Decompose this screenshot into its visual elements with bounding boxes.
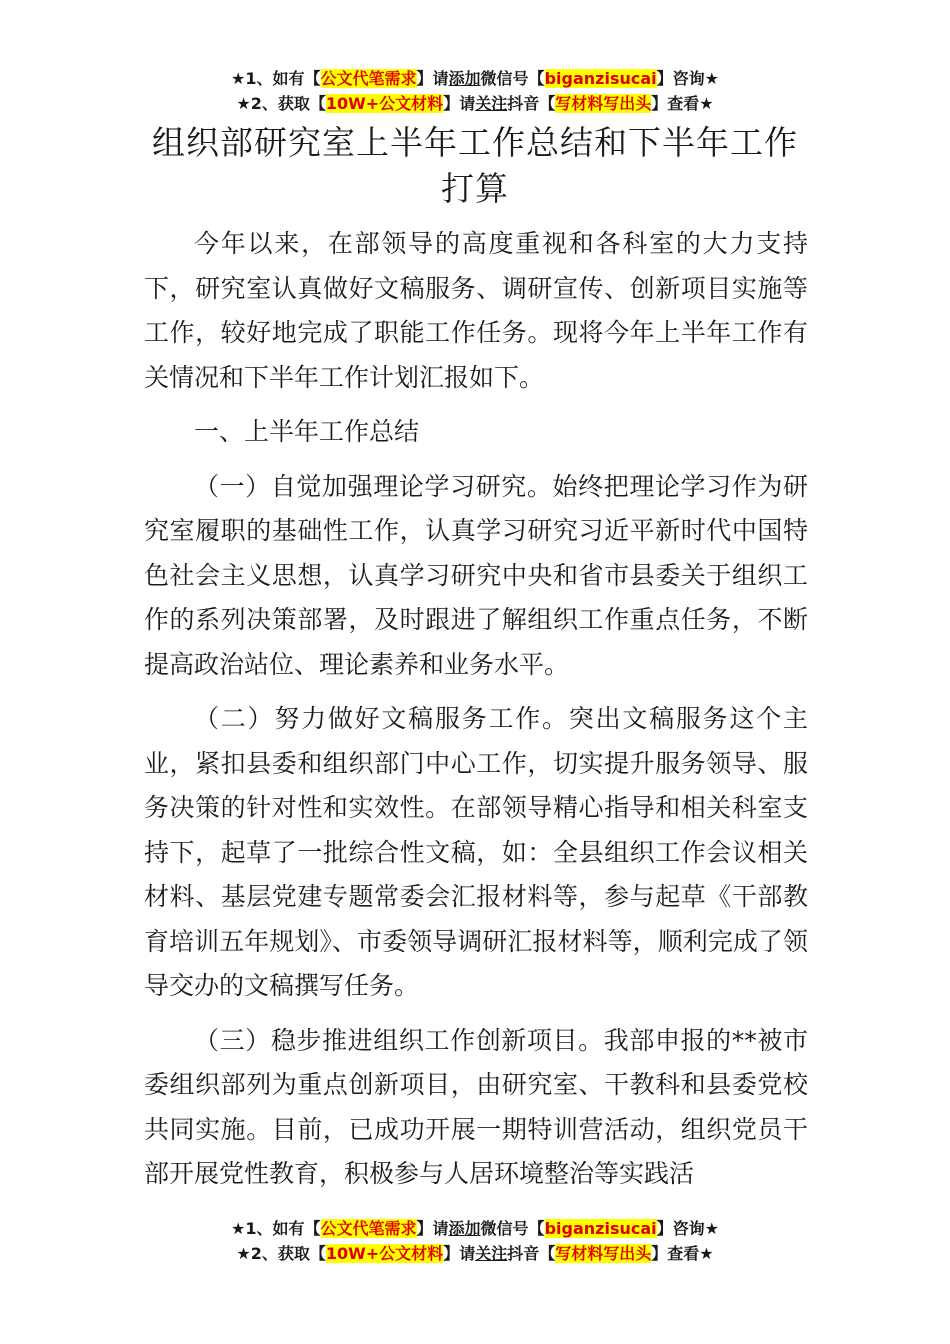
promo-text: 抖音【	[507, 1244, 556, 1263]
paragraph-writing-service: （二）努力做好文稿服务工作。突出文稿服务这个主业，紧扣县委和组织部门中心工作，切实提升服务领导、服务决策的针对性和实效性。在部领导精心指导和相关科室支持下，起草了一批综合性文稿，如：全县组织工作会议相关材料、基层党建专题常委会汇报材料等，参与起草《干部教育培训五年规划》、市委领导调研汇报材料等，顺利完成了领导交办的文稿撰写任务。	[144, 704, 808, 1000]
promo-line-2	[0, 1241, 950, 1266]
promo-highlight: 公文代笔需求	[320, 1219, 417, 1238]
promo-text: 】请	[416, 1219, 449, 1238]
promo-text: 】咨询★	[656, 1219, 719, 1238]
promo-wechat-id: biganzisucai	[544, 69, 657, 88]
promo-text: 】请	[443, 1244, 476, 1263]
promo-banner-bottom	[0, 1216, 950, 1266]
promo-text: 】查看★	[651, 94, 714, 113]
promo-highlight: 公文代笔需求	[320, 69, 417, 88]
promo-douyin-id: 写材料写出头	[555, 1244, 652, 1263]
paragraph-intro: 今年以来，在部领导的高度重视和各科室的大力支持下，研究室认真做好文稿服务、调研宣传、创新项目实施等工作，较好地完成了职能工作任务。现将今年上半年工作有关情况和下半年工作计划汇报如下。	[144, 229, 808, 392]
promo-banner-top	[0, 66, 950, 116]
promo-text: ★2、获取【	[236, 94, 326, 113]
promo-text: 微信号【	[480, 1219, 545, 1238]
promo-line-1	[0, 66, 950, 91]
promo-text: 抖音【	[507, 94, 556, 113]
promo-text: ★2、获取【	[236, 1244, 326, 1263]
promo-douyin-id: 写材料写出头	[555, 94, 652, 113]
promo-underline: 关注	[475, 94, 508, 113]
promo-text: 微信号【	[480, 69, 545, 88]
promo-underline: 添加	[448, 69, 481, 88]
promo-text: 】查看★	[651, 1244, 714, 1263]
promo-text: 】请	[443, 94, 476, 113]
promo-highlight: 10W+公文材料	[325, 1244, 444, 1263]
section-heading: 一、上半年工作总结	[194, 417, 420, 446]
promo-underline: 关注	[475, 1244, 508, 1263]
promo-line-1	[0, 1216, 950, 1241]
paragraph-theory-study: （一）自觉加强理论学习研究。始终把理论学习作为研究室履职的基础性工作，认真学习研究习近平新时代中国特色社会主义思想，认真学习研究中央和省市县委关于组织工作的系列决策部署，及时跟进了解组织工作重点任务，不断提高政治站位、理论素养和业务水平。	[144, 471, 808, 679]
paragraph-innovation-project: （三）稳步推进组织工作创新项目。我部申报的**被市委组织部列为重点创新项目，由研究室、干教科和县委党校共同实施。目前，已成功开展一期特训营活动，组织党员干部开展党性教育，积极参与人居环境整治等实践活	[144, 1025, 808, 1188]
promo-text: 】咨询★	[656, 69, 719, 88]
promo-highlight: 10W+公文材料	[325, 94, 444, 113]
document-body	[144, 222, 808, 1207]
promo-text: 】请	[416, 69, 449, 88]
promo-text: ★1、如有【	[231, 1219, 321, 1238]
promo-text: ★1、如有【	[231, 69, 321, 88]
document-title: 组织部研究室上半年工作总结和下半年工作打算	[152, 123, 798, 208]
promo-wechat-id: biganzisucai	[544, 1219, 657, 1238]
promo-line-2	[0, 91, 950, 116]
promo-underline: 添加	[448, 1219, 481, 1238]
